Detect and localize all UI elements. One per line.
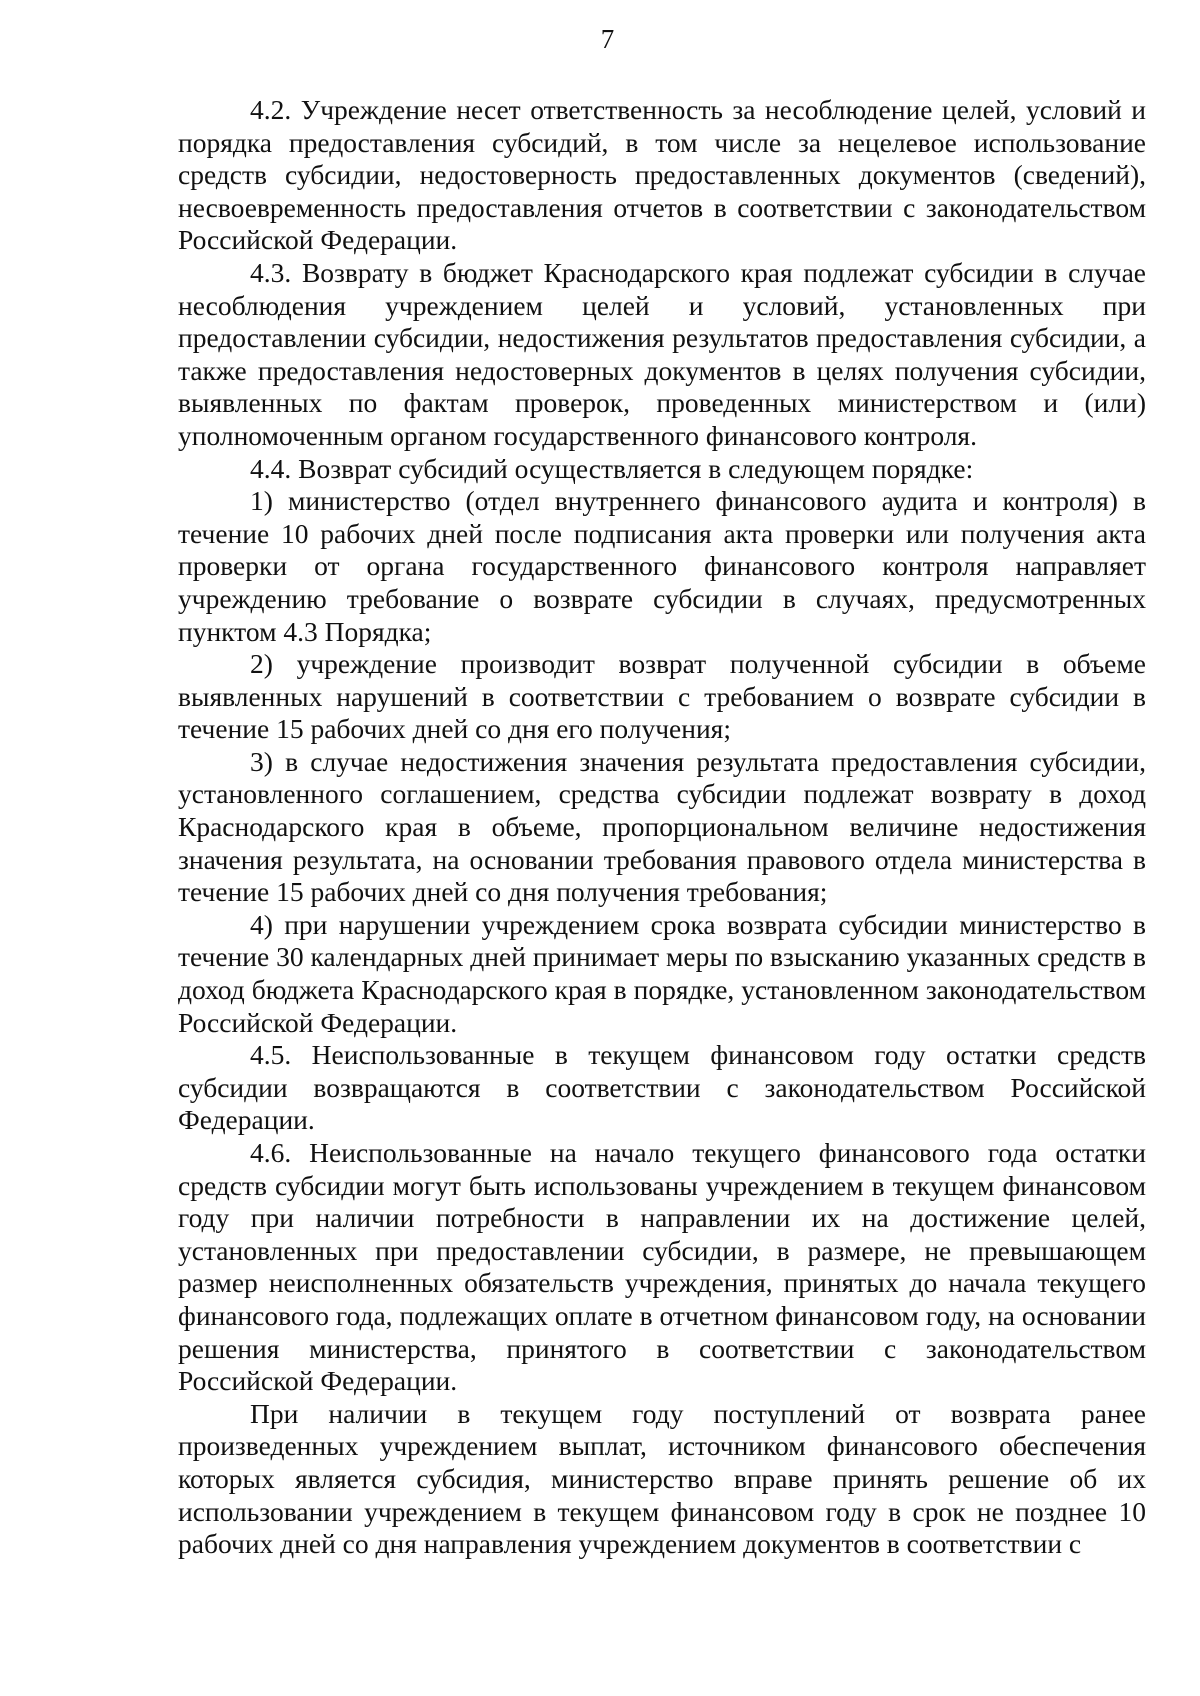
- paragraph-4-5: 4.5. Неиспользованные в текущем финансовом году остатки средств субсидии возвращаются в соответствии с законодательством Российской Федерации.: [178, 1039, 1146, 1136]
- list-item-1: 1) министерство (отдел внутреннего финансового аудита и контроля) в течение 10 рабочих дней после подписания акта проверки или получения акта проверки от органа государственного финансового контроля направляет учреждению требование о возврате субсидии в случаях, предусмотренных пунктом 4.3 Порядка;: [178, 485, 1146, 647]
- list-item-4: 4) при нарушении учреждением срока возврата субсидии министерство в течение 30 календарных дней принимает меры по взысканию указанных средств в доход бюджета Краснодарского края в порядке, установленном законодательством Российской Федерации.: [178, 908, 1146, 1038]
- list-item-2: 2) учреждение производит возврат полученной субсидии в объеме выявленных нарушений в соответствии с требованием о возврате субсидии в течение 15 рабочих дней со дня его получения;: [178, 648, 1146, 745]
- list-item-3: 3) в случае недостижения значения результата предоставления субсидии, установленного соглашением, средства субсидии подлежат возврату в доход Краснодарского края в объеме, пропорциональном величине недостижения значения результата, на основании требования правового отдела министерства в течение 15 рабочих дней со дня получения требования;: [178, 745, 1146, 908]
- paragraph-4-2: 4.2. Учреждение несет ответственность за несоблюдение целей, условий и порядка предоставления субсидий, в том числе за нецелевое использование средств субсидии, недостоверность предоставленных документов (сведений), несвоевременность предоставления отчетов в соответствии с законодательством Российской Федерации.: [178, 94, 1146, 256]
- page-number: 7: [600, 24, 615, 54]
- paragraph-4-6-continuation: При наличии в текущем году поступлений от возврата ранее произведенных учреждением выплат, источником финансового обеспечения которых является субсидия, министерство вправе принять решение об их использовании учреждением в текущем финансовом году в срок не позднее 10 рабочих дней со дня направления учреждением документов в соответствии с: [178, 1397, 1146, 1560]
- paragraph-4-3: 4.3. Возврату в бюджет Краснодарского края подлежат субсидии в случае несоблюдения учреждением целей и условий, установленных при предоставлении субсидии, недостижения результатов предоставления субсидии, а также предоставления недостоверных документов в целях получения субсидии, выявленных по фактам проверок, проведенных министерством и (или) уполномоченным органом государственного финансового контроля.: [178, 256, 1146, 451]
- document-body: [178, 94, 1146, 1561]
- paragraph-4-6: 4.6. Неиспользованные на начало текущего финансового года остатки средств субсидии могут быть использованы учреждением в текущем финансовом году при наличии потребности в направлении их на достижение целей, установленных при предоставлении субсидии, в размере, не превышающем размер неисполненных обязательств учреждения, принятых до начала текущего финансового года, подлежащих оплате в отчетном финансовом году, на основании решения министерства, принятого в соответствии с законодательством Российской Федерации.: [178, 1137, 1146, 1397]
- paragraph-4-4: 4.4. Возврат субсидий осуществляется в следующем порядке:: [250, 452, 974, 484]
